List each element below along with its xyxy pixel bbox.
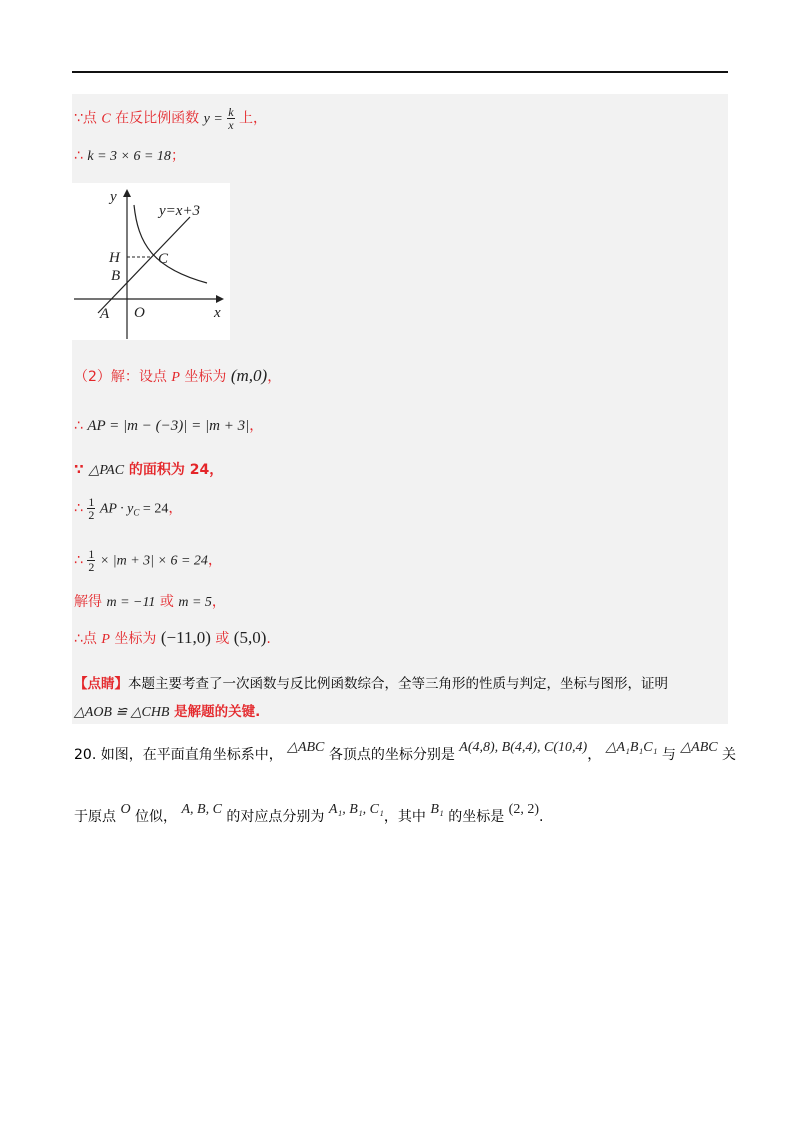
solution-line-2 xyxy=(74,146,185,167)
fraction-numerator: k xyxy=(228,105,234,119)
solution-line-6 xyxy=(74,496,182,523)
text: 的对应点分别为 xyxy=(221,809,329,825)
punct: ， xyxy=(207,552,222,569)
x-axis-arrow xyxy=(216,295,224,303)
math-expr: △A₁B₁C₁ xyxy=(605,740,658,755)
text: 点 xyxy=(82,110,102,127)
because-symbol: ∵ xyxy=(74,462,84,478)
fraction-denominator: x xyxy=(228,118,234,132)
math-expr: = 24 xyxy=(139,501,169,517)
math-expr: × |m + 3| × 6 = 24 xyxy=(99,553,208,569)
punct: ； xyxy=(170,148,185,164)
question-20-line-1 xyxy=(74,740,737,764)
text: 的面积为 24， xyxy=(124,462,224,478)
comment-line-2 xyxy=(74,702,260,723)
punct: . xyxy=(266,631,271,647)
coordinate: (2, 2) xyxy=(508,802,539,817)
math-expr: AP = |m − (−3)| = |m + 3| xyxy=(87,418,250,434)
coordinate: (5,0) xyxy=(233,628,267,647)
therefore-symbol: ∴ xyxy=(74,631,83,647)
point-label: C xyxy=(101,111,111,127)
fraction-half xyxy=(87,548,95,573)
text: 解得 xyxy=(74,594,107,610)
math-expr: m = 5 xyxy=(178,595,212,610)
math-expr: A₁, B₁, C₁ xyxy=(328,802,384,817)
fraction-numerator: 1 xyxy=(88,495,95,509)
punct: ， xyxy=(168,500,183,517)
point-B-label: B xyxy=(111,268,121,284)
math-expr: AP · y xyxy=(99,501,134,517)
solution-line-9 xyxy=(74,628,271,650)
origin-label: O xyxy=(134,305,145,321)
text: 如图，在平面直角坐标系中， xyxy=(96,747,283,763)
comment-text: 是解题的关键. xyxy=(169,704,261,720)
text: 或 xyxy=(155,594,179,610)
text: 的坐标是 xyxy=(443,809,509,825)
fraction xyxy=(227,106,234,131)
math-expr: A(4,8), B(4,4), C(10,4) xyxy=(459,740,588,755)
header-rule xyxy=(72,71,728,73)
fraction-denominator: 2 xyxy=(88,508,95,522)
math-expr: △AOB ≌ △CHB xyxy=(74,705,170,720)
punct: ， xyxy=(267,369,282,385)
fraction-numerator: 1 xyxy=(88,547,95,561)
solution-line-4 xyxy=(74,416,263,436)
graph-svg xyxy=(72,183,230,340)
coordinate: (−11,0) xyxy=(160,628,211,647)
text: 位似， xyxy=(130,809,178,825)
question-20-line-2 xyxy=(74,802,544,826)
text: 坐标为 xyxy=(179,369,227,385)
math-expr: B₁ xyxy=(430,802,444,817)
graph-figure xyxy=(72,183,230,340)
punct: ， xyxy=(211,594,226,610)
text: 与 xyxy=(657,747,681,763)
text: ，其中 xyxy=(383,809,431,825)
y-axis-label: y xyxy=(110,189,117,205)
text: 关 xyxy=(717,747,737,763)
fraction-half xyxy=(87,496,95,521)
therefore-symbol: ∴ xyxy=(74,500,83,517)
text: ， xyxy=(587,747,602,763)
text: 在反比例函数 xyxy=(110,110,200,127)
math-expr: △ABC xyxy=(680,740,718,755)
comment-line-1 xyxy=(74,674,668,694)
point-label: P xyxy=(101,632,110,647)
math-expr: m = −11 xyxy=(106,595,156,610)
point-H-label: H xyxy=(109,250,120,266)
coordinate: (m,0) xyxy=(230,366,268,385)
text: 各顶点的坐标分别是 xyxy=(328,747,460,763)
comment-tag: 【点睛】 xyxy=(74,676,128,692)
therefore-symbol: ∴ xyxy=(74,552,83,569)
text: . xyxy=(539,809,544,825)
math-expr: A, B, C xyxy=(181,802,222,817)
math-expr: k = 3 × 6 = 18 xyxy=(87,149,171,164)
math-expr: O xyxy=(120,802,131,817)
math-expr: △ABC xyxy=(287,740,325,755)
because-symbol: ∵ xyxy=(74,110,83,127)
solution-line-3 xyxy=(74,366,281,388)
point-A-label: A xyxy=(100,306,110,322)
solution-line-8 xyxy=(74,592,226,613)
x-axis-label: x xyxy=(214,305,221,321)
text: 于原点 xyxy=(74,809,121,825)
therefore-symbol: ∴ xyxy=(74,418,83,434)
text: 点 xyxy=(82,631,102,647)
therefore-symbol: ∴ xyxy=(74,148,83,164)
solution-line-5 xyxy=(74,460,223,481)
comment-text: 本题主要考查了一次函数与反比例函数综合，全等三角形的性质与判定，坐标与图形，证明 xyxy=(128,676,668,692)
text: 或 xyxy=(210,631,234,647)
point-label: P xyxy=(171,370,180,385)
fraction-denominator: 2 xyxy=(88,560,95,574)
text: 坐标为 xyxy=(109,631,157,647)
math-expr: y = xyxy=(203,111,223,127)
line-equation-label: y=x+3 xyxy=(159,203,201,219)
solution-line-1 xyxy=(74,106,267,131)
math-expr: △PAC xyxy=(88,463,125,478)
subscript: C xyxy=(133,507,140,518)
punct: ， xyxy=(249,418,264,434)
text: （2）解：设点 xyxy=(74,369,172,385)
point-C-label: C xyxy=(158,251,169,267)
text: 上， xyxy=(234,110,268,127)
question-number: 20. xyxy=(74,747,97,763)
y-axis-arrow xyxy=(123,189,131,197)
solution-line-7 xyxy=(74,548,222,573)
